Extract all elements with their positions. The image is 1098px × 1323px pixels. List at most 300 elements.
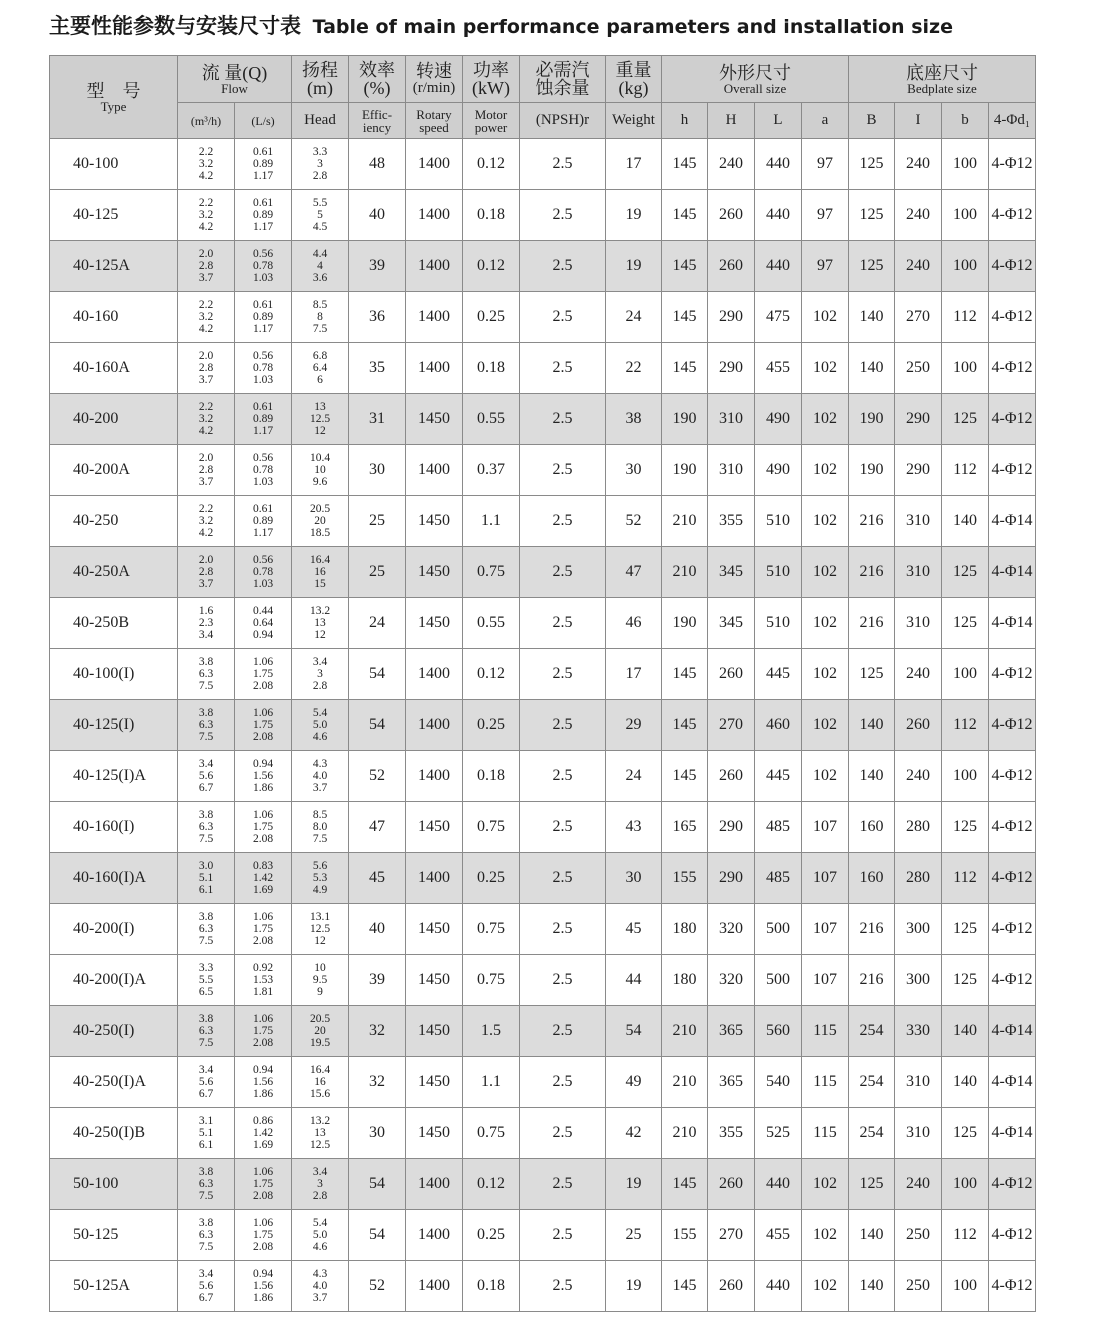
header-weight: 重量 (kg) — [606, 56, 662, 103]
cell-B: 125 — [849, 139, 895, 190]
cell-npsh: 2.5 — [520, 751, 606, 802]
cell-flow-ls-value: 0.61 — [252, 503, 274, 515]
cell-head-value: 4 — [317, 260, 323, 272]
cell-head-value: 12 — [314, 425, 326, 437]
cell-flow-ls-value: 0.56 — [252, 350, 274, 362]
cell-flow-m3h — [178, 1261, 235, 1312]
cell-flow-m3h-value: 3.4 — [198, 1064, 214, 1076]
cell-speed: 1450 — [406, 394, 463, 445]
cell-power: 0.25 — [463, 292, 520, 343]
cell-head-value: 2.8 — [312, 1190, 328, 1202]
cell-weight: 19 — [606, 1261, 662, 1312]
cell-flow-ls-value: 1.17 — [252, 323, 274, 335]
cell-B: 140 — [849, 751, 895, 802]
cell-B: 160 — [849, 853, 895, 904]
cell-weight: 30 — [606, 853, 662, 904]
cell-flow-m3h — [178, 445, 235, 496]
cell-speed: 1400 — [406, 190, 463, 241]
cell-h: 145 — [662, 241, 708, 292]
cell-H: 310 — [708, 445, 755, 496]
cell-efficiency: 25 — [349, 547, 406, 598]
cell-L: 500 — [755, 904, 802, 955]
cell-a: 115 — [802, 1006, 849, 1057]
cell-efficiency: 52 — [349, 751, 406, 802]
cell-flow-ls — [235, 598, 292, 649]
cell-flow-m3h-value: 6.3 — [198, 1178, 214, 1190]
cell-flow-ls — [235, 853, 292, 904]
cell-flow-ls — [235, 802, 292, 853]
cell-speed: 1450 — [406, 904, 463, 955]
cell-flow-ls — [235, 343, 292, 394]
cell-head — [292, 700, 349, 751]
cell-flow-m3h-value: 3.4 — [198, 758, 214, 770]
cell-H: 345 — [708, 547, 755, 598]
cell-flow-ls-value: 1.03 — [252, 272, 274, 284]
cell-H: 365 — [708, 1006, 755, 1057]
cell-speed: 1450 — [406, 1006, 463, 1057]
cell-flow-ls — [235, 1057, 292, 1108]
table-row — [50, 1210, 1098, 1261]
cell-h: 190 — [662, 598, 708, 649]
cell-head — [292, 1261, 349, 1312]
cell-flow-m3h-value: 2.0 — [198, 350, 214, 362]
cell-flow-m3h-value: 3.4 — [198, 629, 214, 641]
cell-flow-ls-value: 0.61 — [252, 197, 274, 209]
cell-flow-m3h — [178, 343, 235, 394]
cell-b: 125 — [942, 598, 989, 649]
cell-flow-m3h-value: 7.5 — [198, 1241, 214, 1253]
cell-npsh: 2.5 — [520, 241, 606, 292]
cell-head-value: 12.5 — [309, 923, 331, 935]
header-overall-size: 外形尺寸 Overall size — [662, 56, 849, 103]
cell-h: 145 — [662, 649, 708, 700]
cell-L: 445 — [755, 649, 802, 700]
cell-d: 4-Φ12 — [989, 853, 1036, 904]
cell-type: 40-100 — [50, 139, 178, 190]
table-row — [50, 547, 1098, 598]
cell-npsh: 2.5 — [520, 139, 606, 190]
cell-flow-ls-value: 1.75 — [252, 1025, 274, 1037]
cell-type: 40-100(I) — [50, 649, 178, 700]
cell-L: 490 — [755, 445, 802, 496]
cell-flow-ls — [235, 700, 292, 751]
cell-I: 310 — [895, 598, 942, 649]
cell-a: 97 — [802, 139, 849, 190]
cell-head-value: 3 — [317, 1178, 323, 1190]
cell-flow-ls-value: 1.69 — [252, 884, 274, 896]
cell-flow-m3h — [178, 598, 235, 649]
cell-weight: 54 — [606, 1006, 662, 1057]
header-efficiency-en: Effic- iency — [349, 103, 406, 139]
cell-flow-m3h-value: 3.3 — [198, 962, 214, 974]
cell-h: 145 — [662, 700, 708, 751]
cell-flow-ls-value: 1.56 — [252, 1280, 274, 1292]
cell-flow-m3h-value: 6.1 — [198, 1139, 214, 1151]
cell-efficiency: 36 — [349, 292, 406, 343]
table-row — [50, 1057, 1098, 1108]
cell-b: 140 — [942, 1006, 989, 1057]
cell-flow-ls — [235, 1006, 292, 1057]
cell-flow-m3h-value: 2.2 — [198, 503, 214, 515]
cell-head-value: 5.3 — [312, 872, 328, 884]
cell-flow-m3h-value: 6.3 — [198, 1025, 214, 1037]
cell-weight: 24 — [606, 292, 662, 343]
cell-flow-ls — [235, 241, 292, 292]
cell-b: 100 — [942, 139, 989, 190]
cell-type: 40-250A — [50, 547, 178, 598]
table-row — [50, 802, 1098, 853]
cell-B: 216 — [849, 496, 895, 547]
cell-d: 4-Φ12 — [989, 292, 1036, 343]
cell-weight: 46 — [606, 598, 662, 649]
cell-b: 112 — [942, 292, 989, 343]
cell-flow-m3h-value: 2.2 — [198, 197, 214, 209]
cell-flow-ls-value: 0.78 — [252, 362, 274, 374]
cell-flow-ls-value: 0.56 — [252, 452, 274, 464]
cell-speed: 1450 — [406, 802, 463, 853]
cell-type: 50-100 — [50, 1159, 178, 1210]
cell-d: 4-Φ12 — [989, 1210, 1036, 1261]
header-I: I — [895, 103, 942, 139]
cell-flow-m3h-value: 3.7 — [198, 578, 214, 590]
cell-L: 485 — [755, 853, 802, 904]
cell-weight: 25 — [606, 1210, 662, 1261]
cell-flow-ls — [235, 649, 292, 700]
cell-I: 280 — [895, 853, 942, 904]
cell-flow-ls-value: 0.78 — [252, 464, 274, 476]
cell-npsh: 2.5 — [520, 190, 606, 241]
cell-B: 125 — [849, 649, 895, 700]
cell-d: 4-Φ12 — [989, 1159, 1036, 1210]
cell-head-value: 3.7 — [312, 1292, 328, 1304]
cell-efficiency: 31 — [349, 394, 406, 445]
cell-flow-ls-value: 1.56 — [252, 1076, 274, 1088]
cell-I: 240 — [895, 1159, 942, 1210]
cell-head-value: 12 — [314, 935, 326, 947]
table-row — [50, 139, 1098, 190]
cell-flow-m3h-value: 7.5 — [198, 680, 214, 692]
cell-power: 0.12 — [463, 649, 520, 700]
cell-d: 4-Φ14 — [989, 598, 1036, 649]
cell-flow-m3h-value: 7.5 — [198, 1037, 214, 1049]
cell-head — [292, 904, 349, 955]
cell-weight: 49 — [606, 1057, 662, 1108]
cell-I: 240 — [895, 649, 942, 700]
cell-flow-m3h — [178, 751, 235, 802]
cell-head-value: 8 — [317, 311, 323, 323]
cell-B: 140 — [849, 1210, 895, 1261]
cell-I: 310 — [895, 547, 942, 598]
cell-b: 112 — [942, 1210, 989, 1261]
cell-type: 40-160 — [50, 292, 178, 343]
header-a: a — [802, 103, 849, 139]
header-flow: 流 量(Q) Flow — [178, 56, 292, 103]
cell-I: 250 — [895, 1210, 942, 1261]
cell-b: 100 — [942, 241, 989, 292]
cell-d: 4-Φ14 — [989, 496, 1036, 547]
cell-a: 102 — [802, 1210, 849, 1261]
cell-head-value: 4.6 — [312, 1241, 328, 1253]
cell-I: 240 — [895, 190, 942, 241]
cell-flow-m3h-value: 4.2 — [198, 527, 214, 539]
cell-d: 4-Φ12 — [989, 802, 1036, 853]
cell-efficiency: 45 — [349, 853, 406, 904]
cell-head — [292, 139, 349, 190]
cell-efficiency: 52 — [349, 1261, 406, 1312]
cell-head — [292, 853, 349, 904]
cell-flow-ls-value: 1.06 — [252, 809, 274, 821]
cell-type: 40-160A — [50, 343, 178, 394]
table-row — [50, 394, 1098, 445]
cell-power: 0.25 — [463, 700, 520, 751]
cell-b: 112 — [942, 853, 989, 904]
cell-flow-m3h — [178, 1210, 235, 1261]
cell-flow-ls-value: 0.94 — [252, 1064, 274, 1076]
cell-flow-ls — [235, 1210, 292, 1261]
cell-power: 0.75 — [463, 955, 520, 1006]
cell-head — [292, 1108, 349, 1159]
cell-speed: 1400 — [406, 139, 463, 190]
cell-npsh: 2.5 — [520, 649, 606, 700]
cell-head — [292, 394, 349, 445]
cell-flow-m3h-value: 2.0 — [198, 452, 214, 464]
cell-power: 0.12 — [463, 139, 520, 190]
cell-flow-m3h-value: 4.2 — [198, 221, 214, 233]
cell-speed: 1450 — [406, 598, 463, 649]
cell-type: 50-125 — [50, 1210, 178, 1261]
cell-d: 4-Φ14 — [989, 1006, 1036, 1057]
cell-flow-ls-value: 1.17 — [252, 221, 274, 233]
cell-head-value: 13 — [314, 401, 326, 413]
cell-flow-ls-value: 2.08 — [252, 731, 274, 743]
cell-h: 145 — [662, 139, 708, 190]
cell-flow-m3h-value: 3.0 — [198, 860, 214, 872]
cell-flow-m3h — [178, 190, 235, 241]
cell-flow-ls-value: 0.83 — [252, 860, 274, 872]
cell-efficiency: 32 — [349, 1006, 406, 1057]
cell-d: 4-Φ12 — [989, 241, 1036, 292]
cell-b: 140 — [942, 496, 989, 547]
cell-head-value: 3 — [317, 158, 323, 170]
cell-L: 460 — [755, 700, 802, 751]
cell-H: 290 — [708, 802, 755, 853]
cell-I: 250 — [895, 343, 942, 394]
cell-d: 4-Φ12 — [989, 343, 1036, 394]
cell-efficiency: 54 — [349, 1210, 406, 1261]
cell-efficiency: 54 — [349, 1159, 406, 1210]
cell-flow-m3h-value: 3.8 — [198, 1217, 214, 1229]
cell-B: 216 — [849, 955, 895, 1006]
cell-speed: 1450 — [406, 1057, 463, 1108]
cell-head-value: 3.4 — [312, 1166, 328, 1178]
cell-flow-ls-value: 1.42 — [252, 872, 274, 884]
cell-head-value: 5 — [317, 209, 323, 221]
cell-flow-ls-value: 0.86 — [252, 1115, 274, 1127]
cell-flow-m3h-value: 6.3 — [198, 668, 214, 680]
cell-power: 0.25 — [463, 1210, 520, 1261]
cell-type: 40-125(I) — [50, 700, 178, 751]
cell-L: 440 — [755, 241, 802, 292]
cell-flow-m3h-value: 3.2 — [198, 209, 214, 221]
cell-flow-ls-value: 1.06 — [252, 656, 274, 668]
table-row — [50, 343, 1098, 394]
cell-a: 102 — [802, 1159, 849, 1210]
cell-weight: 42 — [606, 1108, 662, 1159]
cell-B: 254 — [849, 1108, 895, 1159]
cell-type: 40-125 — [50, 190, 178, 241]
cell-head-value: 9 — [317, 986, 323, 998]
cell-flow-ls — [235, 751, 292, 802]
cell-b: 125 — [942, 904, 989, 955]
cell-speed: 1450 — [406, 496, 463, 547]
cell-H: 270 — [708, 1210, 755, 1261]
cell-b: 100 — [942, 1261, 989, 1312]
cell-flow-m3h-value: 3.2 — [198, 311, 214, 323]
cell-B: 216 — [849, 904, 895, 955]
cell-type: 40-160(I) — [50, 802, 178, 853]
cell-weight: 19 — [606, 241, 662, 292]
cell-power: 0.55 — [463, 394, 520, 445]
cell-B: 190 — [849, 394, 895, 445]
cell-head-value: 15 — [314, 578, 326, 590]
cell-head — [292, 496, 349, 547]
cell-b: 100 — [942, 649, 989, 700]
table-row — [50, 445, 1098, 496]
cell-h: 210 — [662, 1108, 708, 1159]
header-L: L — [755, 103, 802, 139]
cell-flow-m3h-value: 3.8 — [198, 1013, 214, 1025]
table-row — [50, 496, 1098, 547]
cell-head-value: 10 — [314, 962, 326, 974]
cell-flow-ls-value: 0.56 — [252, 554, 274, 566]
cell-flow-ls-value: 1.42 — [252, 1127, 274, 1139]
cell-flow-ls-value: 1.81 — [252, 986, 274, 998]
cell-flow-m3h — [178, 292, 235, 343]
cell-h: 180 — [662, 955, 708, 1006]
cell-H: 260 — [708, 649, 755, 700]
cell-I: 280 — [895, 802, 942, 853]
cell-d: 4-Φ12 — [989, 700, 1036, 751]
cell-head-value: 5.4 — [312, 707, 328, 719]
cell-B: 125 — [849, 1159, 895, 1210]
cell-h: 210 — [662, 1006, 708, 1057]
cell-flow-m3h-value: 3.7 — [198, 374, 214, 386]
cell-head-value: 6.8 — [312, 350, 328, 362]
cell-I: 240 — [895, 139, 942, 190]
cell-speed: 1400 — [406, 1261, 463, 1312]
cell-flow-m3h — [178, 955, 235, 1006]
cell-head-value: 13 — [314, 1127, 326, 1139]
cell-weight: 43 — [606, 802, 662, 853]
cell-type: 40-250(I)A — [50, 1057, 178, 1108]
cell-speed: 1400 — [406, 1159, 463, 1210]
cell-B: 140 — [849, 700, 895, 751]
cell-head-value: 19.5 — [309, 1037, 331, 1049]
cell-flow-m3h-value: 2.8 — [198, 464, 214, 476]
cell-flow-ls-value: 1.03 — [252, 578, 274, 590]
cell-flow-ls — [235, 955, 292, 1006]
cell-flow-m3h-value: 3.4 — [198, 1268, 214, 1280]
cell-b: 100 — [942, 343, 989, 394]
cell-flow-ls-value: 2.08 — [252, 935, 274, 947]
cell-h: 145 — [662, 1159, 708, 1210]
cell-head-value: 13.2 — [309, 1115, 331, 1127]
cell-head — [292, 955, 349, 1006]
cell-efficiency: 24 — [349, 598, 406, 649]
cell-a: 102 — [802, 598, 849, 649]
cell-h: 210 — [662, 1057, 708, 1108]
cell-head-value: 6.4 — [312, 362, 328, 374]
cell-flow-m3h-value: 3.7 — [198, 476, 214, 488]
cell-flow-m3h-value: 2.8 — [198, 260, 214, 272]
cell-speed: 1400 — [406, 1210, 463, 1261]
cell-head-value: 13 — [314, 617, 326, 629]
cell-power: 1.5 — [463, 1006, 520, 1057]
cell-H: 260 — [708, 1261, 755, 1312]
cell-power: 1.1 — [463, 496, 520, 547]
cell-flow-m3h-value: 5.1 — [198, 1127, 214, 1139]
cell-b: 100 — [942, 1159, 989, 1210]
cell-flow-ls-value: 1.03 — [252, 374, 274, 386]
cell-H: 270 — [708, 700, 755, 751]
cell-L: 510 — [755, 598, 802, 649]
cell-head-value: 5.5 — [312, 197, 328, 209]
cell-power: 1.1 — [463, 1057, 520, 1108]
cell-h: 145 — [662, 190, 708, 241]
cell-flow-ls-value: 1.75 — [252, 1229, 274, 1241]
cell-flow-ls — [235, 547, 292, 598]
cell-flow-m3h — [178, 802, 235, 853]
cell-a: 107 — [802, 955, 849, 1006]
cell-type: 40-250 — [50, 496, 178, 547]
cell-head-value: 4.9 — [312, 884, 328, 896]
cell-flow-ls-value: 0.94 — [252, 758, 274, 770]
cell-speed: 1450 — [406, 547, 463, 598]
cell-flow-m3h-value: 5.1 — [198, 872, 214, 884]
cell-b: 140 — [942, 1057, 989, 1108]
cell-h: 180 — [662, 904, 708, 955]
cell-flow-ls-value: 0.78 — [252, 260, 274, 272]
cell-efficiency: 40 — [349, 190, 406, 241]
cell-I: 310 — [895, 496, 942, 547]
cell-head-value: 12.5 — [309, 413, 331, 425]
cell-L: 500 — [755, 955, 802, 1006]
cell-flow-ls-value: 0.89 — [252, 311, 274, 323]
cell-H: 240 — [708, 139, 755, 190]
cell-npsh: 2.5 — [520, 955, 606, 1006]
cell-efficiency: 25 — [349, 496, 406, 547]
cell-power: 0.75 — [463, 1108, 520, 1159]
cell-flow-m3h-value: 3.8 — [198, 707, 214, 719]
header-b: b — [942, 103, 989, 139]
cell-npsh: 2.5 — [520, 853, 606, 904]
page-title — [49, 10, 953, 40]
table-row — [50, 292, 1098, 343]
cell-L: 560 — [755, 1006, 802, 1057]
cell-d: 4-Φ14 — [989, 1057, 1036, 1108]
cell-head-value: 4.3 — [312, 1268, 328, 1280]
cell-npsh: 2.5 — [520, 547, 606, 598]
cell-flow-m3h-value: 6.3 — [198, 923, 214, 935]
cell-B: 140 — [849, 343, 895, 394]
cell-power: 0.75 — [463, 547, 520, 598]
cell-B: 140 — [849, 292, 895, 343]
cell-head-value: 2.8 — [312, 170, 328, 182]
cell-head-value: 4.0 — [312, 1280, 328, 1292]
cell-flow-ls-value: 1.06 — [252, 1217, 274, 1229]
cell-L: 475 — [755, 292, 802, 343]
cell-efficiency: 54 — [349, 700, 406, 751]
